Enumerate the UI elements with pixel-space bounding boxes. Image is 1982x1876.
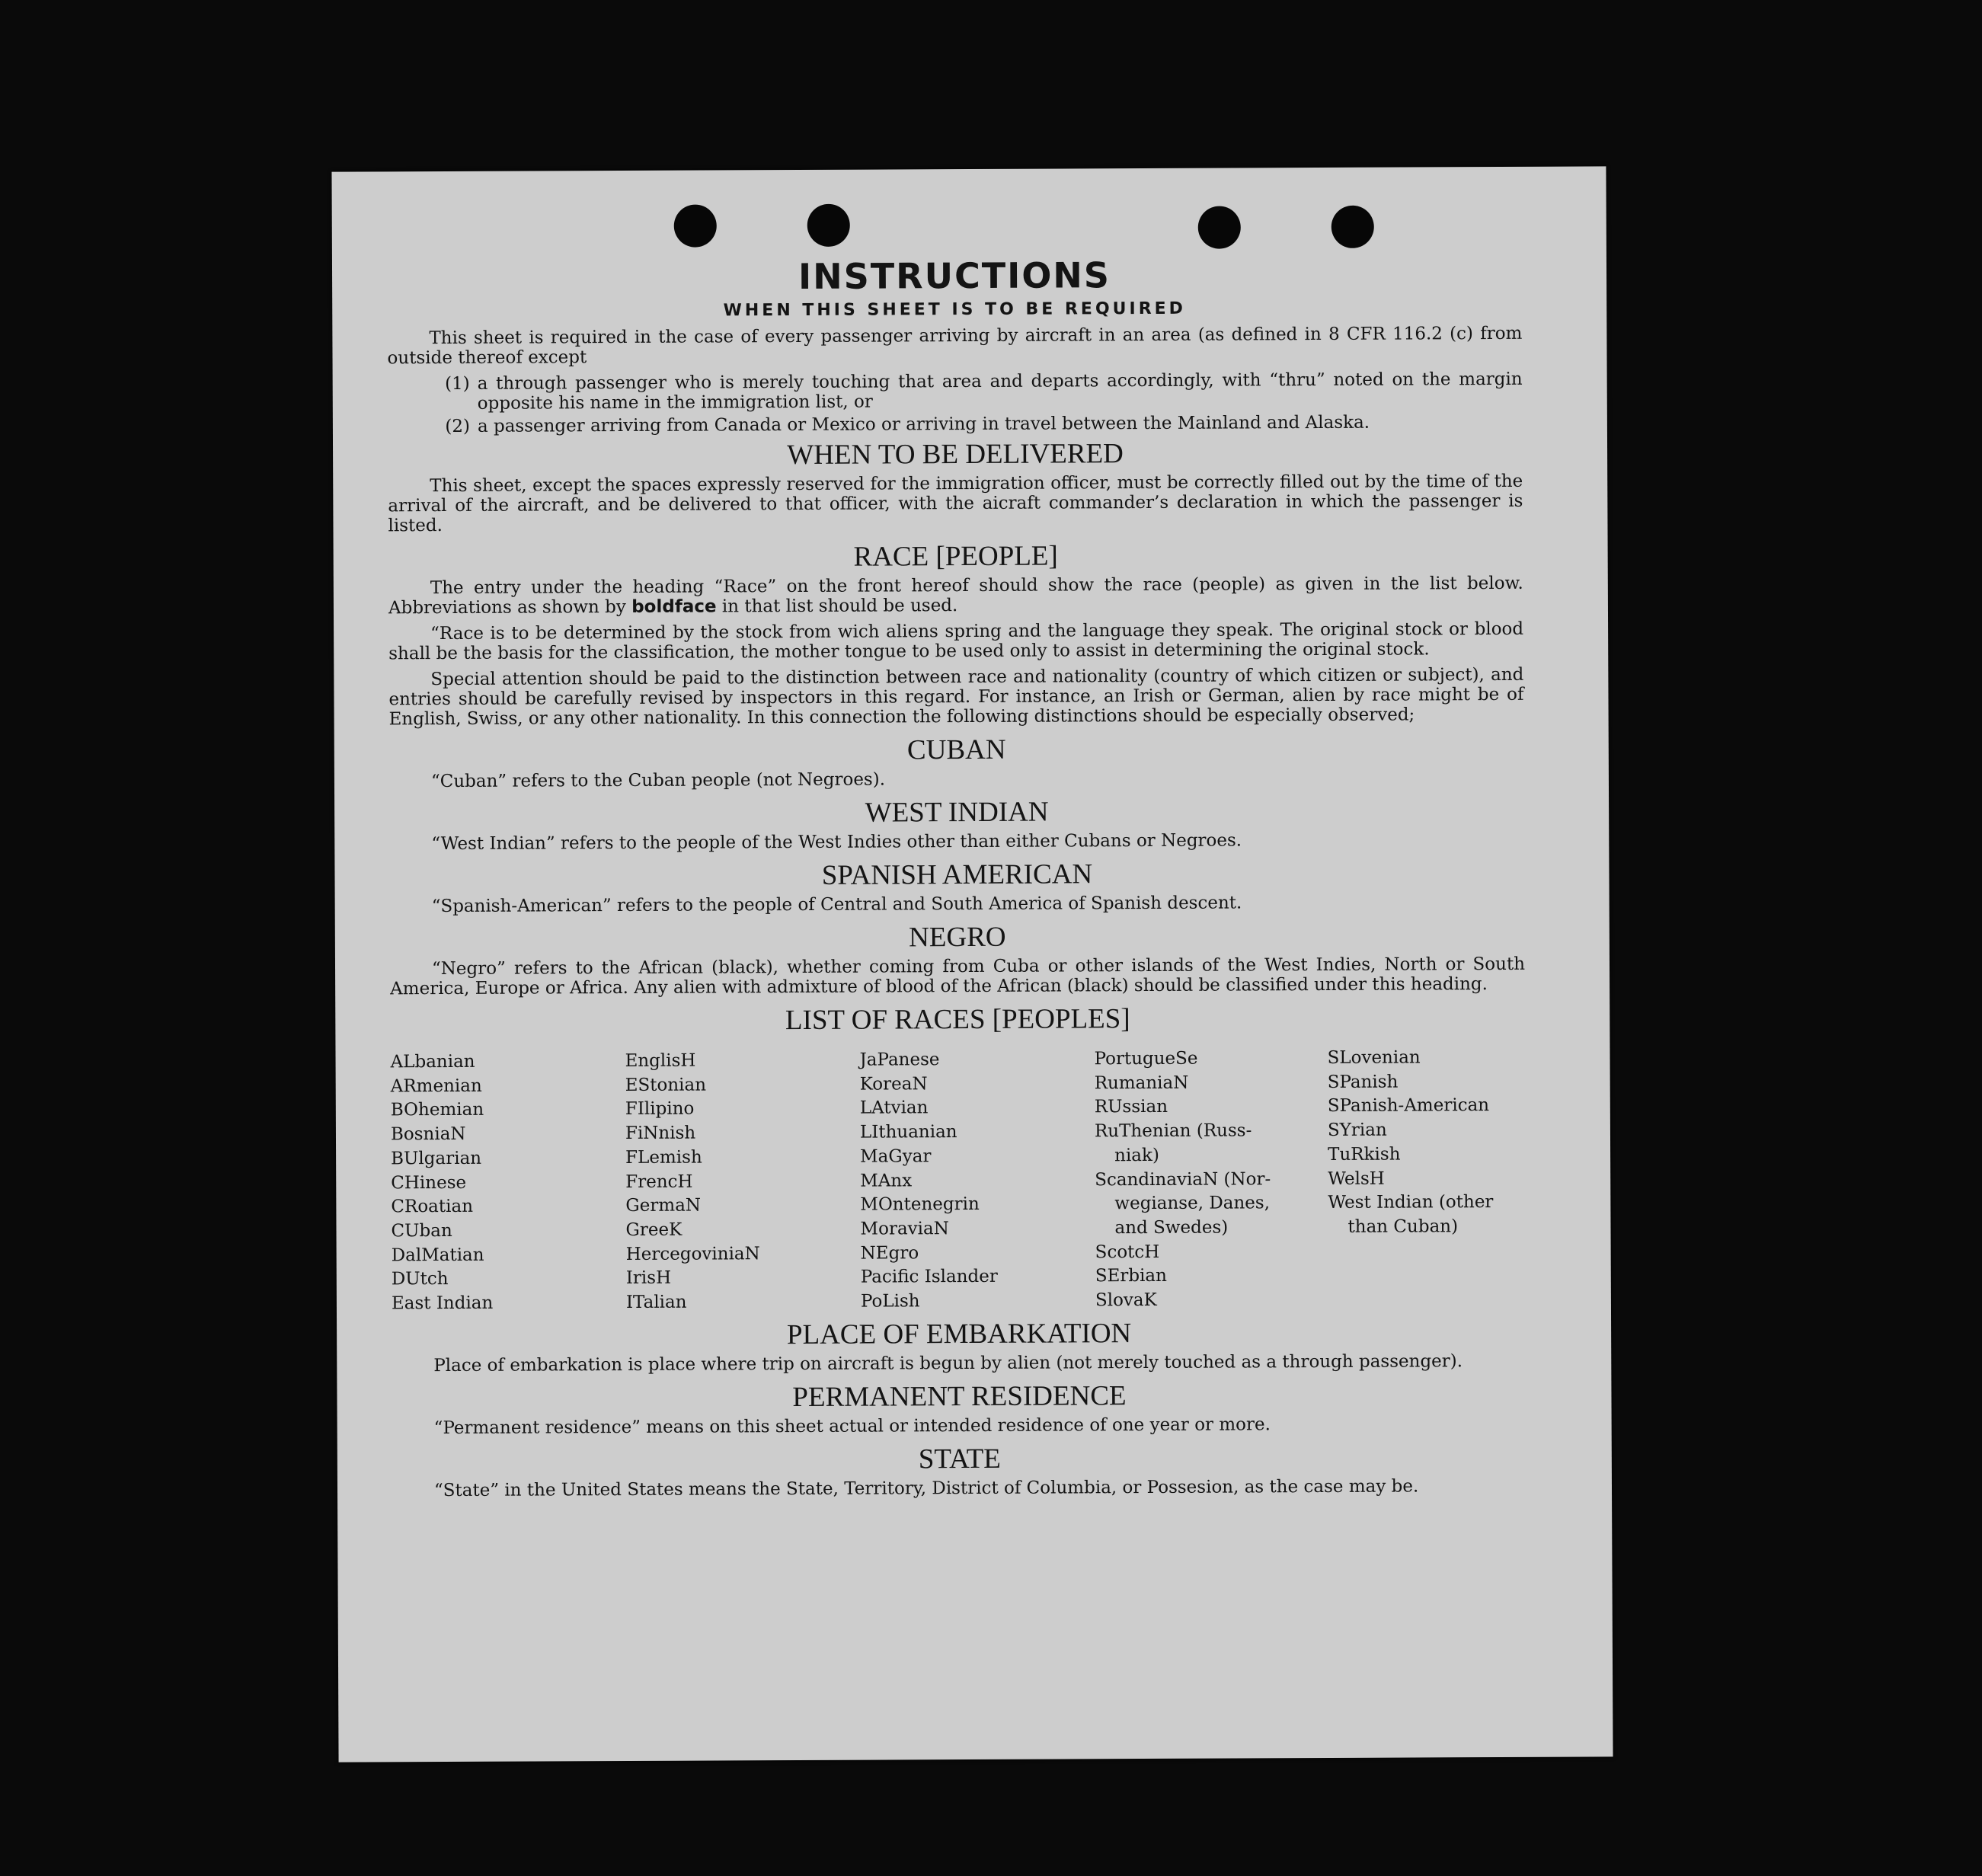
race-entry: PoLish	[860, 1291, 920, 1312]
race-entry: FiNnish	[625, 1123, 696, 1144]
race-entry: CHinese	[391, 1172, 467, 1193]
race-entry: GreeK	[625, 1219, 683, 1240]
required-intro: This sheet is required in the case of every passenger arriving by aircraft in an area (as defined in 8 CFR 116.2 (c) from outside thereof except	[387, 323, 1523, 369]
section-heading-embarkation: PLACE OF EMBARKATION	[786, 1317, 1132, 1350]
race-entry: LIthuanian	[859, 1122, 957, 1143]
race-entry: SlovaK	[1095, 1290, 1157, 1311]
punch-hole	[1198, 206, 1241, 248]
race-entry: and Swedes)	[1114, 1217, 1229, 1238]
race-entry: ITalian	[625, 1292, 687, 1313]
race-paragraph-2: “Race is to be determined by the stock from wich aliens spring and the language they speak. The original stock or blood shall be the basis for the classification, the mother tongue to be used only to assist in determining the original stock.	[388, 618, 1524, 664]
race-entry: FrencH	[625, 1171, 693, 1192]
race-entry: KoreaN	[859, 1073, 928, 1095]
race-entry: CUban	[391, 1220, 452, 1242]
race-p1-end: in that list should be used.	[721, 596, 958, 617]
race-entry: EnglisH	[625, 1050, 696, 1071]
race-entry: MAnx	[860, 1170, 913, 1191]
race-entry: LAtvian	[859, 1098, 929, 1119]
section-heading-cuban: CUBAN	[906, 733, 1006, 766]
residence-text: “Permanent residence” means on this sheet actual or intended residence of one year or more.	[433, 1414, 1271, 1438]
race-entry: Pacific Islander	[860, 1267, 998, 1287]
race-entry: BOhemian	[390, 1100, 484, 1120]
section-heading-state: STATE	[918, 1443, 1001, 1475]
races-column	[859, 1047, 1095, 1314]
page-title: INSTRUCTIONS	[798, 254, 1111, 297]
race-entry: SPanish-American	[1327, 1095, 1490, 1117]
race-entry: West Indian (other	[1328, 1192, 1494, 1213]
exception-text: a passenger arriving from Canada or Mexico or arriving in travel between the Mainland and Alaska.	[477, 412, 1370, 436]
races-column	[390, 1050, 626, 1316]
race-entry: IrisH	[625, 1268, 672, 1289]
document-page	[331, 166, 1613, 1762]
race-entry: RuThenian (Russ-	[1094, 1120, 1252, 1142]
race-entry: GermaN	[625, 1195, 702, 1216]
race-entry: SErbian	[1095, 1266, 1168, 1286]
section-heading-negro: NEGRO	[909, 921, 1006, 954]
race-paragraph-3: Special attention should be paid to the distinction between race and nationality (country of which citizen or subject), and entries should be carefully revised by inspectors in this regard. For instance, an Irish or German, alien by race might be of English, Swiss, or any other nationality. In this connection the following distinctions should be especially observed;	[388, 664, 1524, 730]
page-subtitle: WHEN THIS SHEET IS TO BE REQUIRED	[723, 299, 1186, 321]
exception-item	[445, 369, 1523, 414]
section-heading-spanish-american: SPANISH AMERICAN	[821, 858, 1093, 891]
race-entry: East Indian	[391, 1293, 494, 1314]
cuban-text: “Cuban” refers to the Cuban people (not Negroes).	[430, 769, 886, 792]
races-column	[1094, 1047, 1328, 1313]
state-text: “State” in the United States means the State, Territory, District of Columbia, or Possesion, as the case may be.	[433, 1476, 1419, 1500]
race-entry: SPanish	[1327, 1072, 1399, 1092]
section-heading-race: RACE [PEOPLE]	[853, 540, 1058, 573]
punch-hole	[1331, 206, 1374, 248]
race-entry: RUssian	[1094, 1097, 1168, 1117]
race-entry: HercegoviniaN	[625, 1243, 760, 1264]
races-list	[390, 1046, 1526, 1316]
race-entry: SYrian	[1327, 1120, 1387, 1141]
race-entry: PortugueSe	[1094, 1048, 1198, 1069]
exception-text: a through passenger who is merely touching that area and departs accordingly, with “thru” noted on the margin opposite his name in the immigration list, or	[477, 369, 1523, 414]
race-entry: BosniaN	[390, 1124, 466, 1145]
races-column	[625, 1049, 861, 1315]
race-entry: ALbanian	[390, 1051, 475, 1072]
punch-hole	[674, 204, 717, 247]
negro-text: “Negro” refers to the African (black), whether coming from Cuba or other islands of the West Indies, North or South America, Europe or Africa. Any alien with admixture of blood of the African (black) should be classified under this heading.	[390, 954, 1526, 999]
document-content	[387, 251, 1527, 1507]
west-indian-text: “West Indian” refers to the people of the West Indies other than either Cubans or Negroes.	[431, 830, 1242, 855]
race-entry: DalMatian	[391, 1245, 484, 1265]
race-entry: BUlgarian	[391, 1148, 482, 1169]
race-entry: FIlipino	[625, 1099, 695, 1120]
race-entry: RumaniaN	[1094, 1072, 1189, 1094]
section-heading-west-indian: WEST INDIAN	[865, 796, 1049, 829]
section-heading-residence: PERMANENT RESIDENCE	[792, 1379, 1127, 1413]
race-p1-start: The entry under the heading “Race” on the front hereof should show the race (people) as given in the list below. Abbreviations as shown by	[388, 573, 1523, 618]
race-entry: niak)	[1114, 1145, 1159, 1166]
race-entry: CRoatian	[391, 1197, 474, 1217]
race-entry: wegianse, Danes,	[1114, 1193, 1271, 1214]
exception-number: (2)	[445, 416, 470, 437]
race-entry: ScotcH	[1095, 1242, 1160, 1262]
race-entry: FLemish	[625, 1147, 702, 1168]
section-heading-delivered: WHEN TO BE DELIVERED	[787, 438, 1124, 471]
race-paragraph-1	[388, 574, 1523, 618]
race-entry: MaGyar	[860, 1146, 932, 1167]
race-entry: EStonian	[625, 1075, 707, 1095]
races-column	[1327, 1046, 1526, 1312]
race-p1-bold: boldface	[631, 596, 717, 617]
race-entry: NEgro	[860, 1242, 919, 1264]
exception-item	[445, 412, 1523, 437]
exception-number: (1)	[445, 373, 470, 395]
punch-hole	[807, 204, 850, 247]
race-entry: ScandinaviaN (Nor-	[1095, 1168, 1271, 1190]
spanish-american-text: “Spanish-American” refers to the people of Central and South America of Spanish descent.	[431, 893, 1242, 917]
race-entry: SLovenian	[1327, 1047, 1421, 1068]
race-entry: JaPanese	[859, 1050, 940, 1070]
section-heading-list-of-races: LIST OF RACES [PEOPLES]	[785, 1003, 1130, 1037]
race-entry: DUtch	[391, 1269, 449, 1290]
race-entry: WelsH	[1328, 1168, 1385, 1189]
race-entry: MoraviaN	[860, 1219, 949, 1239]
race-entry: than Cuban)	[1347, 1216, 1459, 1237]
delivered-text: This sheet, except the spaces expressly reserved for the immigration officer, must be correctly filled out by the time of the arrival of the aircraft, and be delivered to that officer, with the aicraft commander’s declaration in which the passenger is listed.	[388, 471, 1523, 536]
race-entry: TuRkish	[1328, 1144, 1401, 1165]
embarkation-text: Place of embarkation is place where trip on aircraft is begun by alien (not merely touched as a through passenger).	[433, 1350, 1463, 1376]
race-entry: MOntenegrin	[860, 1194, 980, 1215]
race-entry: ARmenian	[390, 1075, 482, 1097]
